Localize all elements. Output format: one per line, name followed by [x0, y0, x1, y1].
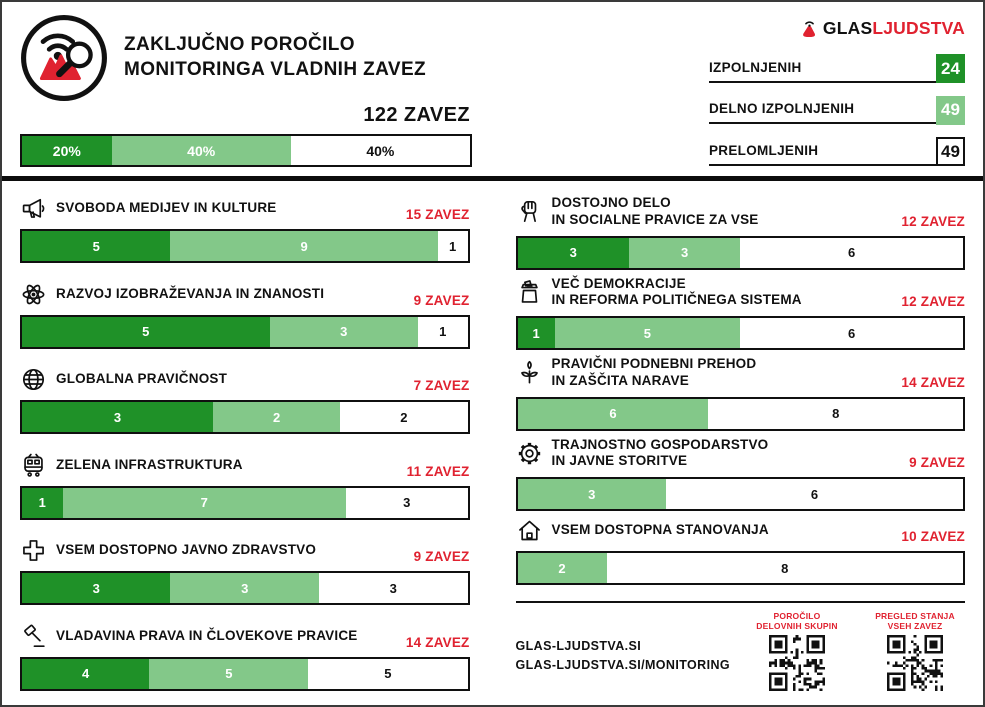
bar-segment-broken: 8 — [607, 553, 963, 583]
gear-icon — [516, 440, 543, 467]
bar-segment-partial: 6 — [518, 399, 709, 429]
bar-segment-partial: 5 — [555, 318, 741, 348]
site-urls — [516, 637, 731, 691]
train-icon — [20, 452, 47, 479]
category-title: SVOBODA MEDIJEV IN KULTURE — [56, 200, 277, 216]
legend-label: PRELOMLJENIH — [709, 142, 819, 158]
brand-glas: GLAS — [822, 18, 873, 38]
bar-segment-partial: 3 — [518, 479, 666, 509]
url-line: GLAS-LJUDSTVA.SI/MONITORING — [515, 657, 731, 672]
left-column — [20, 195, 470, 691]
bar-segment-broken: 1 — [418, 317, 468, 347]
globe-icon — [20, 366, 47, 393]
category-count: 9 ZAVEZ — [413, 292, 470, 308]
category-count: 9 ZAVEZ — [909, 455, 965, 471]
bar-segment-fulfilled: 4 — [22, 659, 149, 689]
legend — [709, 41, 965, 166]
category-count: 15 ZAVEZ — [405, 207, 470, 222]
content — [20, 181, 965, 691]
category-bar — [516, 477, 966, 511]
gavel-icon — [20, 623, 47, 650]
legend-row-delno-izpolnjenih — [709, 96, 965, 125]
category-count: 9 ZAVEZ — [413, 549, 470, 565]
header-right — [709, 14, 965, 172]
category-bar — [20, 486, 470, 520]
category-bar — [20, 229, 470, 263]
brand-ljudstva: LJUDSTVA — [872, 18, 965, 38]
category-title: DOSTOJNO DELO IN SOCIALNE PRAVICE ZA VSE — [551, 195, 759, 227]
category-count: 11 ZAVEZ — [406, 463, 470, 479]
category-bar — [20, 400, 470, 434]
legend-row-izpolnjenih — [709, 54, 965, 83]
header-left — [20, 14, 472, 172]
category-row — [516, 517, 966, 585]
qr-block — [747, 611, 847, 691]
category-row — [516, 195, 966, 270]
category-count: 12 ZAVEZ — [901, 294, 965, 310]
qr-code-icon — [747, 635, 847, 691]
bar-segment-broken: 8 — [708, 399, 963, 429]
category-bar — [516, 236, 966, 270]
bar-segment-partial: 3 — [270, 317, 418, 347]
category-title: RAZVOJ IZOBRAŽEVANJA IN ZNANOSTI — [56, 285, 325, 301]
category-row — [20, 281, 470, 349]
bar-segment-broken: 2 — [340, 402, 467, 432]
bar-segment-partial: 5 — [149, 659, 308, 689]
bar-segment-fulfilled: 5 — [22, 317, 270, 347]
legend-label: IZPOLNJENIH — [709, 59, 802, 75]
total-zavez-label: 122 ZAVEZ — [363, 104, 470, 126]
category-row — [20, 623, 470, 691]
bar-segment-broken: 6 — [740, 318, 963, 348]
summary-segment-partial: 40% — [112, 136, 291, 165]
category-count: 14 ZAVEZ — [405, 634, 470, 650]
category-bar — [20, 315, 470, 349]
bar-segment-partial: 3 — [170, 573, 318, 603]
summary-segment-fulfilled: 20% — [22, 136, 112, 165]
bar-segment-broken: 6 — [740, 238, 963, 268]
category-row — [20, 366, 470, 434]
legend-label: DELNO IZPOLNJENIH — [709, 101, 855, 116]
fist-icon — [516, 198, 543, 225]
category-count: 7 ZAVEZ — [413, 378, 470, 394]
category-count: 12 ZAVEZ — [901, 213, 965, 229]
bar-segment-broken: 3 — [319, 573, 467, 603]
bar-segment-fulfilled: 3 — [22, 573, 170, 603]
qr-label: PREGLED STANJA VSEH ZAVEZ — [875, 610, 955, 632]
header — [20, 14, 965, 172]
category-bar — [20, 571, 470, 605]
bar-segment-broken: 3 — [346, 488, 468, 518]
summary-bar — [20, 134, 472, 167]
qr-label: POROČILO DELOVNIH SKUPIN — [756, 610, 838, 632]
bar-segment-partial: 2 — [213, 402, 340, 432]
poster-title — [124, 33, 426, 82]
ballot-box-icon — [516, 279, 543, 306]
category-count: 10 ZAVEZ — [901, 529, 965, 544]
bar-segment-broken: 5 — [308, 659, 467, 689]
megaphone-icon — [20, 195, 47, 222]
glas-ljudstva-brand-icon — [801, 19, 818, 38]
category-title: VLADAVINA PRAVA IN ČLOVEKOVE PRAVICE — [56, 628, 358, 644]
bar-segment-partial: 3 — [629, 238, 740, 268]
bar-segment-broken: 1 — [438, 231, 468, 261]
category-title: ZELENA INFRASTRUKTURA — [56, 456, 243, 472]
legend-row-prelomljenih — [709, 137, 965, 166]
poster-title-line2: MONITORINGA VLADNIH ZAVEZ — [124, 59, 427, 80]
category-bar — [516, 551, 966, 585]
legend-value-broken: 49 — [936, 137, 965, 166]
glas-ljudstva-wordmark — [801, 18, 965, 39]
category-bar — [516, 316, 966, 350]
category-row — [20, 537, 470, 605]
category-row — [516, 276, 966, 351]
plant-icon — [516, 359, 543, 386]
category-title: VSEM DOSTOPNO JAVNO ZDRAVSTVO — [56, 542, 317, 558]
bar-segment-broken: 6 — [666, 479, 963, 509]
category-title: VEČ DEMOKRACIJE IN REFORMA POLITIČNEGA SISTEMA — [551, 275, 802, 308]
category-title: GLOBALNA PRAVIČNOST — [56, 371, 228, 387]
footer — [516, 601, 966, 691]
category-row — [516, 356, 966, 431]
medical-cross-icon — [20, 537, 47, 564]
bar-segment-partial: 7 — [63, 488, 347, 518]
atom-icon — [20, 281, 47, 308]
house-icon — [516, 517, 543, 544]
qr-code-icon — [865, 635, 965, 691]
category-title: VSEM DOSTOPNA STANOVANJA — [551, 522, 769, 538]
bar-segment-partial: 2 — [518, 553, 607, 583]
bar-segment-fulfilled: 3 — [518, 238, 629, 268]
legend-value-partial: 49 — [936, 96, 965, 125]
qr-block — [865, 611, 965, 691]
bar-segment-fulfilled: 1 — [518, 318, 555, 348]
category-bar — [20, 657, 470, 691]
category-row — [20, 452, 470, 520]
bar-segment-partial: 9 — [170, 231, 437, 261]
url-line: GLAS-LJUDSTVA.SI — [515, 638, 642, 653]
category-row — [516, 437, 966, 512]
summary-segment-broken: 40% — [291, 136, 470, 165]
bar-segment-fulfilled: 5 — [22, 231, 170, 261]
monitoring-logo-icon — [20, 14, 108, 102]
category-title: PRAVIČNI PODNEBNI PREHOD IN ZAŠČITA NARAVE — [551, 356, 757, 388]
legend-value-fulfilled: 24 — [936, 54, 965, 83]
bar-segment-fulfilled: 3 — [22, 402, 213, 432]
category-title: TRAJNOSTNO GOSPODARSTVO IN JAVNE STORITVE — [551, 436, 769, 469]
category-bar — [516, 397, 966, 431]
category-count: 14 ZAVEZ — [901, 374, 965, 390]
right-column — [516, 195, 966, 691]
poster-title-line1: ZAKLJUČNO POROČILO — [124, 34, 355, 56]
category-row — [20, 195, 470, 263]
bar-segment-fulfilled: 1 — [22, 488, 63, 518]
